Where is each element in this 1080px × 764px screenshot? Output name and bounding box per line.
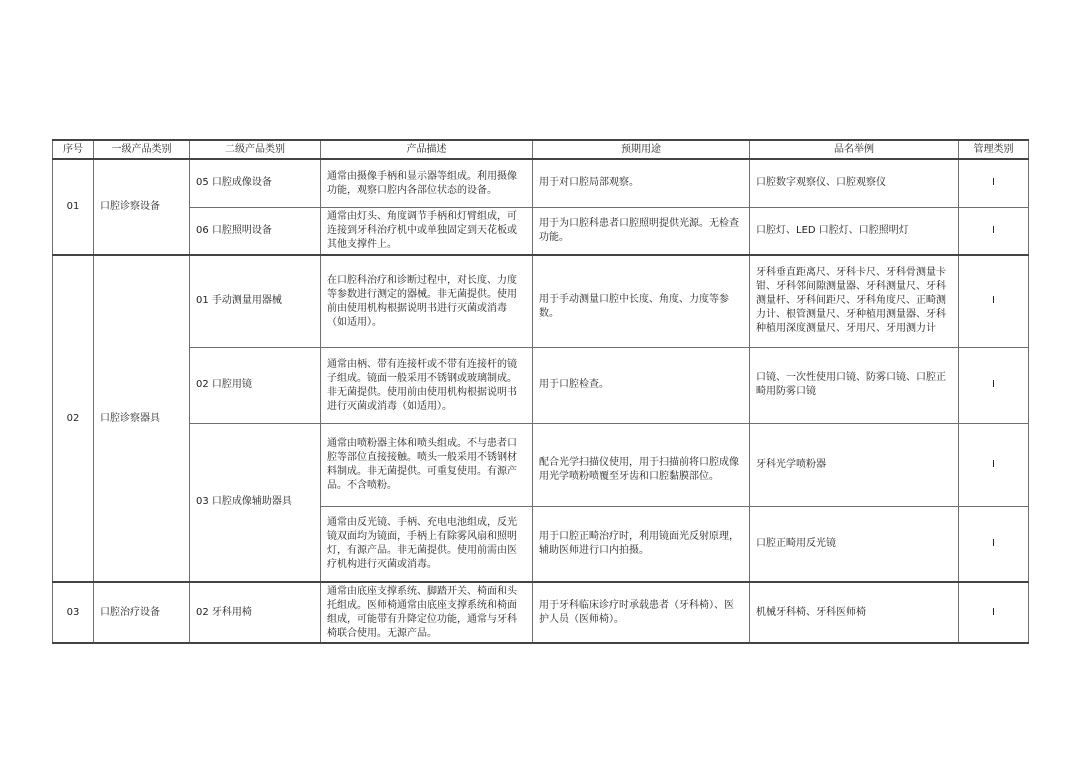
- header-management-class: 管理类别: [959, 140, 1029, 159]
- header-serial-no: 序号: [53, 140, 94, 159]
- management-class-cell: I: [959, 582, 1029, 643]
- description-cell: 通常由底座支撑系统、脚踏开关、椅面和头托组成。医师椅通常由底座支撑系统和椅面组成，可能带有升降定位功能，通常与牙科椅联合使用。无源产品。: [321, 582, 533, 643]
- header-product-examples: 品名举例: [750, 140, 959, 159]
- management-class-cell: I: [959, 207, 1029, 255]
- level1-category-cell: 口腔诊察器具: [94, 255, 190, 582]
- examples-cell: 机械牙科椅、牙科医师椅: [750, 582, 959, 643]
- examples-cell: 口腔数字观察仪、口腔观察仪: [750, 159, 959, 207]
- serial-no-cell: 02: [53, 255, 94, 582]
- intended-use-cell: 用于为口腔科患者口腔照明提供光源。无检查功能。: [533, 207, 750, 255]
- level1-category-cell: 口腔诊察设备: [94, 159, 190, 255]
- management-class-cell: I: [959, 255, 1029, 347]
- examples-cell: 牙科光学喷粉器: [750, 423, 959, 506]
- description-cell: 通常由摄像手柄和显示器等组成。利用摄像功能，观察口腔内各部位状态的设备。: [321, 159, 533, 207]
- table-row: [53, 347, 1029, 423]
- intended-use-cell: 用于口腔正畸治疗时，利用镜面光反射原理，辅助医师进行口内拍摄。: [533, 506, 750, 582]
- table-row: [53, 159, 1029, 207]
- description-cell: 通常由柄、带有连接杆或不带有连接杆的镜子组成。镜面一般采用不锈钢或玻璃制成。非无菌提供。使用前由使用机构根据说明书进行灭菌或消毒（如适用）。: [321, 347, 533, 423]
- examples-cell: 口镜、一次性使用口镜、防雾口镜、口腔正畸用防雾口镜: [750, 347, 959, 423]
- description-cell: 通常由喷粉器主体和喷头组成。不与患者口腔等部位直接接触。喷头一般采用不锈钢材料制成。非无菌提供。可重复使用。有源产品。不含喷粉。: [321, 423, 533, 506]
- level2-category-cell: 01 手动测量用器械: [190, 255, 321, 347]
- table-row: [53, 207, 1029, 255]
- examples-cell: 口腔灯、LED 口腔灯、口腔照明灯: [750, 207, 959, 255]
- table-row: [53, 255, 1029, 347]
- product-classification-table: [52, 139, 1029, 644]
- header-intended-use: 预期用途: [533, 140, 750, 159]
- intended-use-cell: 配合光学扫描仪使用，用于扫描前将口腔成像用光学喷粉喷覆至牙齿和口腔黏膜部位。: [533, 423, 750, 506]
- serial-no-cell: 01: [53, 159, 94, 255]
- table-header-row: [53, 140, 1029, 159]
- header-product-description: 产品描述: [321, 140, 533, 159]
- header-level1-category: 一级产品类别: [94, 140, 190, 159]
- level2-category-cell: 02 牙科用椅: [190, 582, 321, 643]
- header-level2-category: 二级产品类别: [190, 140, 321, 159]
- description-cell: 通常由反光镜、手柄、充电电池组成，反光镜双面均为镜面，手柄上有除雾风扇和照明灯，有源产品。非无菌提供。使用前需由医疗机构进行灭菌或消毒。: [321, 506, 533, 582]
- intended-use-cell: 用于手动测量口腔中长度、角度、力度等参数。: [533, 255, 750, 347]
- management-class-cell: I: [959, 347, 1029, 423]
- serial-no-cell: 03: [53, 582, 94, 643]
- management-class-cell: I: [959, 506, 1029, 582]
- management-class-cell: I: [959, 159, 1029, 207]
- examples-cell: 牙科垂直距离尺、牙科卡尺、牙科骨测量卡钳、牙科邻间隙测量器、牙科测量尺、牙科测量杆、牙科间距尺、牙科角度尺、正畸测力计、根管测量尺、牙种植用测量器、牙科种植用深度测量尺、牙用尺、牙用测力计: [750, 255, 959, 347]
- intended-use-cell: 用于牙科临床诊疗时承载患者（牙科椅）、医护人员（医师椅）。: [533, 582, 750, 643]
- intended-use-cell: 用于对口腔局部观察。: [533, 159, 750, 207]
- level2-category-cell: 03 口腔成像辅助器具: [190, 423, 321, 582]
- intended-use-cell: 用于口腔检查。: [533, 347, 750, 423]
- level2-category-cell: 05 口腔成像设备: [190, 159, 321, 207]
- level1-category-cell: 口腔治疗设备: [94, 582, 190, 643]
- table-row: [53, 423, 1029, 506]
- management-class-cell: I: [959, 423, 1029, 506]
- table-row: [53, 582, 1029, 643]
- level2-category-cell: 02 口腔用镜: [190, 347, 321, 423]
- examples-cell: 口腔正畸用反光镜: [750, 506, 959, 582]
- description-cell: 通常由灯头、角度调节手柄和灯臂组成，可连接到牙科治疗机中或单独固定到天花板或其他支撑件上。: [321, 207, 533, 255]
- description-cell: 在口腔科治疗和诊断过程中，对长度、力度等参数进行测定的器械。非无菌提供。使用前由使用机构根据说明书进行灭菌或消毒（如适用）。: [321, 255, 533, 347]
- level2-category-cell: 06 口腔照明设备: [190, 207, 321, 255]
